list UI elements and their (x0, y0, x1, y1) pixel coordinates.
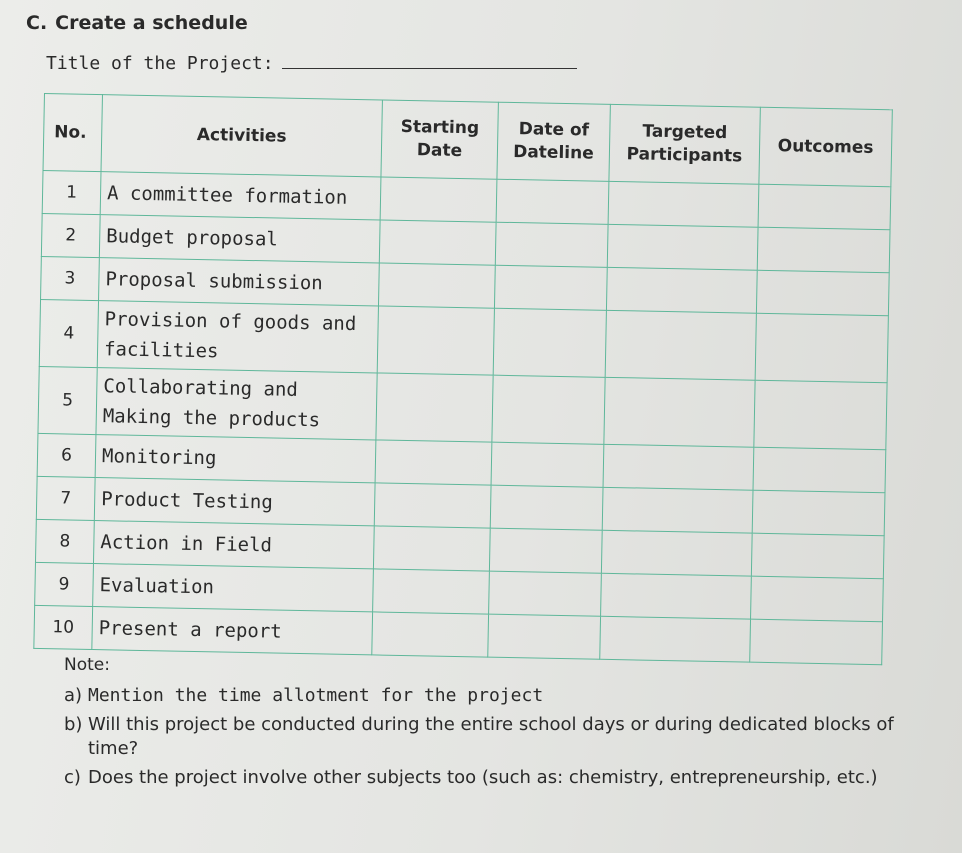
project-title-blank[interactable] (282, 52, 577, 69)
outcomes-cell[interactable] (754, 380, 887, 450)
row-number: 1 (42, 170, 101, 214)
starting-date-cell[interactable] (378, 263, 495, 308)
participants-cell[interactable] (603, 444, 754, 490)
header-date-of-dateline: Date of Dateline (497, 102, 610, 181)
participants-cell[interactable] (608, 181, 759, 227)
note-marker: c) (64, 767, 81, 789)
participants-cell[interactable] (606, 267, 757, 313)
row-number: 6 (37, 433, 96, 477)
outcomes-cell[interactable] (757, 227, 890, 273)
header-starting-date: Starting Date (381, 100, 498, 179)
starting-date-cell[interactable] (373, 569, 490, 614)
project-title-field (46, 52, 577, 74)
row-number: 2 (41, 213, 100, 257)
note-marker: a) (64, 685, 83, 707)
dateline-cell[interactable] (494, 265, 607, 310)
participants-cell[interactable] (607, 224, 758, 270)
header-outcomes: Outcomes (759, 107, 892, 187)
starting-date-cell[interactable] (376, 373, 493, 442)
note-text: Mention the time allotment for the project (88, 685, 544, 707)
dateline-cell[interactable] (491, 442, 604, 487)
outcomes-cell[interactable] (753, 447, 886, 493)
starting-date-cell[interactable] (373, 526, 490, 571)
outcomes-cell[interactable] (756, 270, 889, 316)
participants-cell[interactable] (604, 377, 755, 447)
outcomes-cell[interactable] (758, 184, 891, 230)
participants-cell[interactable] (605, 310, 756, 380)
row-number: 5 (38, 366, 97, 434)
outcomes-cell[interactable] (751, 533, 884, 579)
note-marker: b) (64, 714, 83, 736)
dateline-cell[interactable] (489, 571, 602, 616)
dateline-cell[interactable] (489, 528, 602, 573)
section-letter: C. (26, 12, 48, 34)
note-text: Does the project involve other subjects too (such as: chemistry, entrepreneurship, etc.) (88, 767, 878, 789)
header-targeted-participants: Targeted Participants (609, 104, 760, 184)
starting-date-cell[interactable] (375, 440, 492, 485)
section-title: Create a schedule (55, 12, 248, 34)
activity-cell: Budget proposal (99, 215, 380, 263)
row-number: 10 (34, 605, 93, 649)
schedule-table-wrapper (33, 93, 893, 665)
participants-cell[interactable] (601, 573, 752, 619)
project-title-label: Title of the Project: (46, 53, 274, 74)
row-number: 7 (36, 476, 95, 520)
starting-date-cell[interactable] (372, 612, 489, 657)
note-item (64, 684, 918, 707)
outcomes-cell[interactable] (752, 490, 885, 536)
note-text: Will this project be conducted during the entire school days or during dedicated blocks of time? (88, 714, 894, 759)
dateline-cell[interactable] (493, 308, 606, 377)
dateline-cell[interactable] (492, 375, 605, 444)
activity-cell: Product Testing (94, 478, 375, 526)
row-number: 4 (39, 299, 98, 367)
row-number: 3 (41, 256, 100, 300)
outcomes-cell[interactable] (751, 576, 884, 622)
dateline-cell[interactable] (496, 179, 609, 224)
activity-cell: Present a report (92, 607, 373, 655)
dateline-cell[interactable] (488, 614, 601, 659)
starting-date-cell[interactable] (374, 483, 491, 528)
dateline-cell[interactable] (490, 485, 603, 530)
header-activities: Activities (101, 95, 382, 177)
activity-cell: Provision of goods and facilities (97, 301, 378, 373)
activity-cell: Proposal submission (99, 258, 380, 306)
schedule-table (33, 93, 893, 665)
participants-cell[interactable] (601, 530, 752, 576)
activity-cell: Action in Field (93, 521, 374, 569)
starting-date-cell[interactable] (380, 177, 497, 222)
section-heading (26, 12, 248, 34)
starting-date-cell[interactable] (377, 306, 494, 375)
dateline-cell[interactable] (495, 222, 608, 267)
participants-cell[interactable] (602, 487, 753, 533)
activity-cell: Collaborating and Making the products (96, 368, 377, 440)
activity-cell: Evaluation (93, 564, 374, 612)
note-item (64, 713, 918, 760)
activity-cell: Monitoring (95, 435, 376, 483)
notes-label: Note: (64, 655, 110, 675)
activity-cell: A committee formation (100, 172, 381, 220)
notes-section (64, 654, 918, 796)
outcomes-cell[interactable] (755, 313, 888, 383)
row-number: 8 (35, 519, 94, 563)
note-item (64, 766, 918, 789)
starting-date-cell[interactable] (379, 220, 496, 265)
row-number: 9 (35, 562, 94, 606)
header-no: No. (43, 94, 102, 172)
